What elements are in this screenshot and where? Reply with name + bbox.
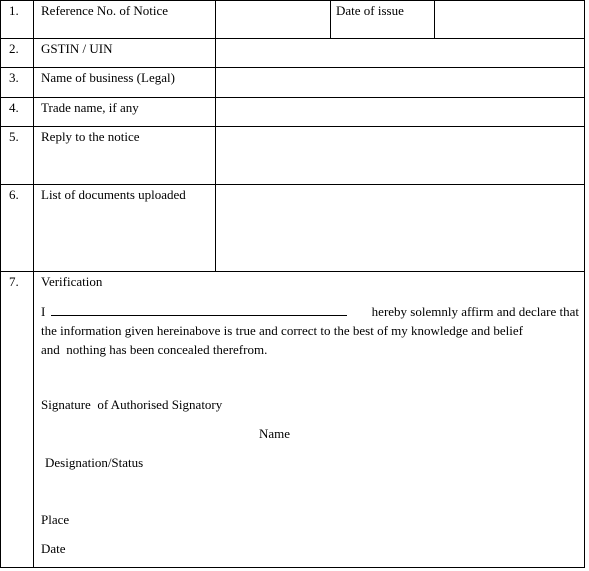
designation-label: Designation/Status [45,455,144,470]
reference-no-field[interactable] [216,1,330,38]
declaration-line-2: the information given hereinabove is true and correct to the best of my knowledge and belief [41,323,523,338]
gstin-field[interactable] [216,39,584,67]
declaration-line-3: and nothing has been concealed therefrom. [41,342,268,357]
date-label-divider-left [330,0,331,38]
verification-statement [41,302,579,359]
trade-name-label: Trade name, if any [41,100,139,115]
trade-name-field[interactable] [216,98,584,126]
row-number: 4. [9,100,19,115]
row-number: 3. [9,70,19,85]
row-number: 5. [9,129,19,144]
reply-label: Reply to the notice [41,129,140,144]
reply-field[interactable] [216,127,584,184]
place-label: Place [41,512,70,527]
row-number: 1. [9,3,19,18]
documents-field[interactable] [216,185,584,271]
row-number: 7. [9,274,19,289]
declarant-prefix: I [41,304,46,319]
documents-label: List of documents uploaded [41,187,186,202]
date-of-issue-field[interactable] [435,1,584,38]
legal-name-label: Name of business (Legal) [41,70,175,85]
gstin-label: GSTIN / UIN [41,41,113,56]
number-column-divider [33,0,34,568]
declarant-name-blank[interactable] [51,303,347,316]
reference-no-label: Reference No. of Notice [41,3,169,18]
verification-heading: Verification [41,274,103,289]
row-divider [0,271,585,272]
signature-label: Signature of Authorised Signatory [41,397,223,412]
legal-name-field[interactable] [216,68,584,97]
row-number: 6. [9,187,19,202]
row-number: 2. [9,41,19,56]
date-of-issue-label: Date of issue [336,3,404,18]
date-label: Date [41,541,66,556]
affirm-text: hereby solemnly affirm and declare that [371,304,579,319]
name-label: Name [259,426,291,441]
